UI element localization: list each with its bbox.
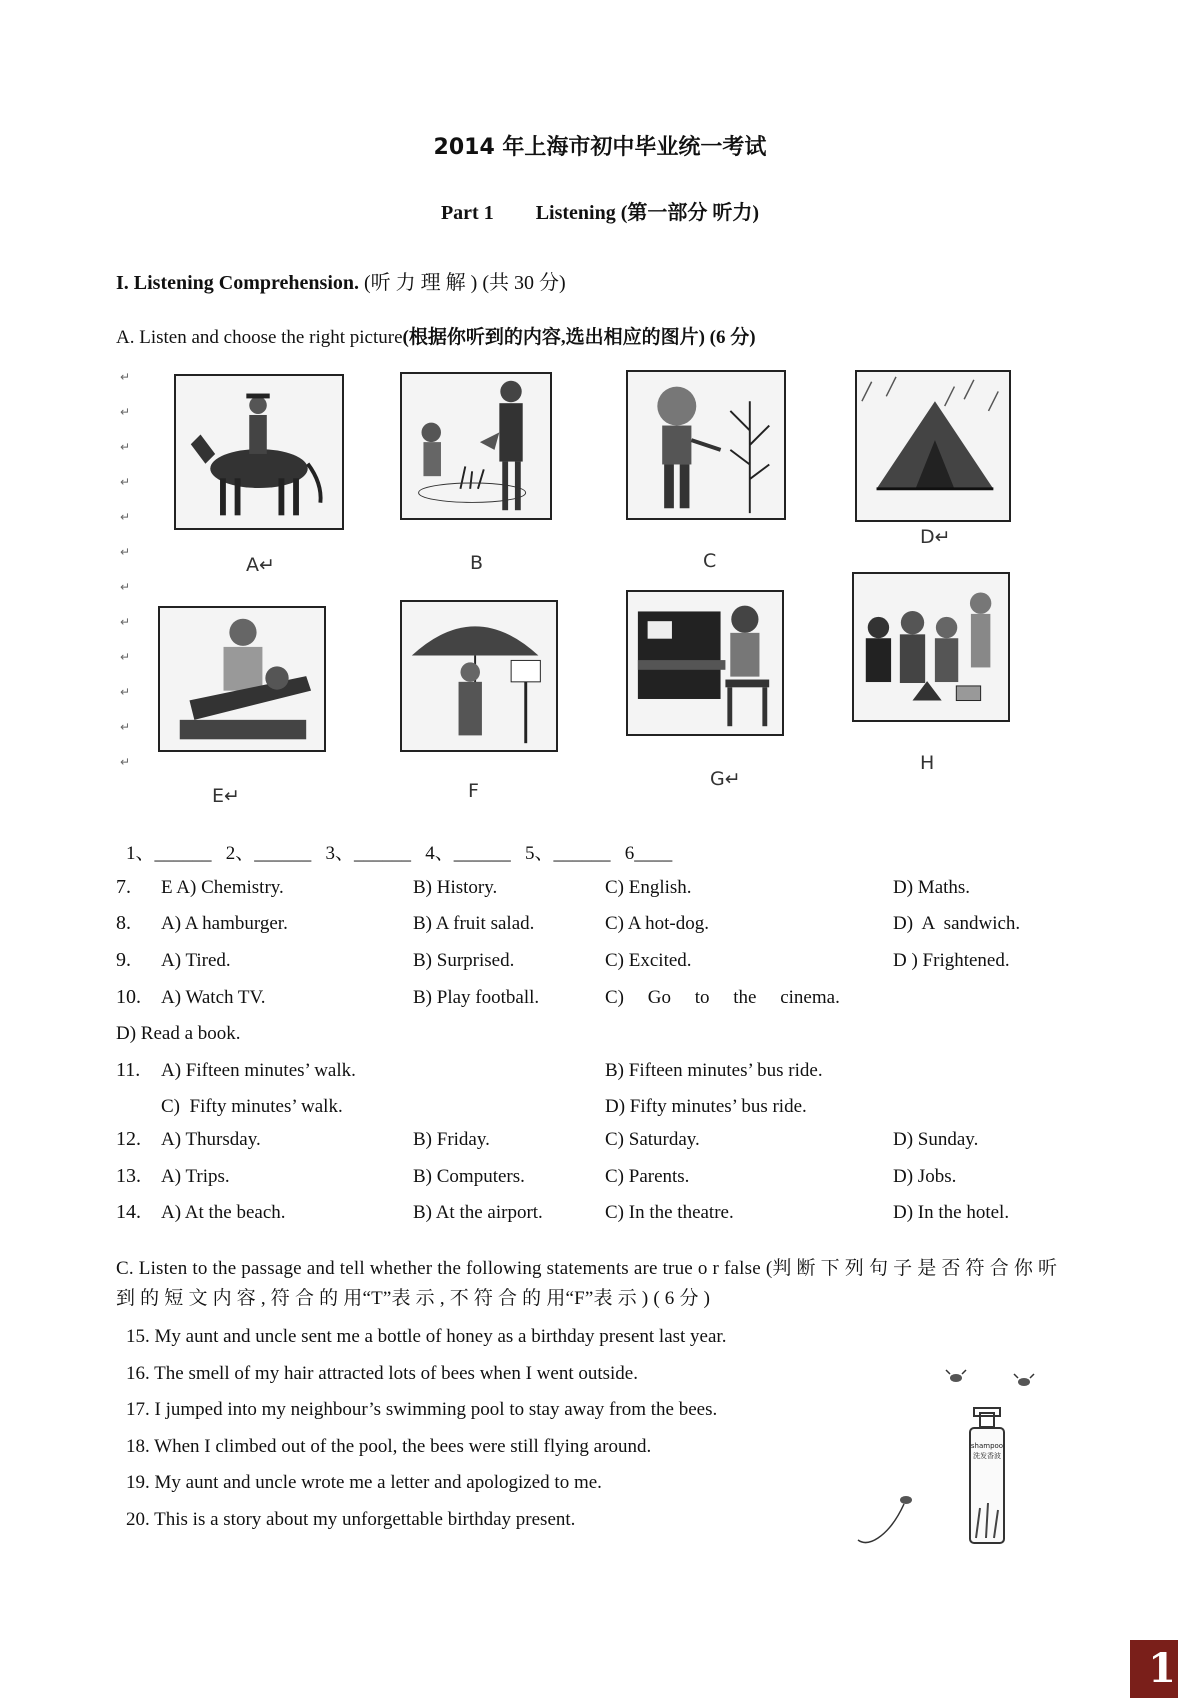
option-b: B) Computers. (413, 1166, 525, 1187)
return-mark: ↵ (120, 405, 131, 419)
option-d: D) Fifty minutes’ bus ride. (605, 1096, 807, 1117)
section-1-title: I. Listening Comprehension. (116, 272, 360, 294)
part-heading (0, 196, 1200, 225)
picture-label-c: C (703, 550, 717, 572)
return-mark: ↵ (120, 720, 131, 734)
picture-label-e: E↵ (212, 785, 240, 807)
option-d: D) A sandwich. (893, 913, 1021, 934)
umbrella-bus-stop-icon (400, 600, 558, 752)
option-d: D) Jobs. (893, 1166, 957, 1187)
statement: 19. My aunt and uncle wrote me a letter and apologized to me. (126, 1472, 602, 1493)
option-a: A) Thursday. (161, 1129, 261, 1150)
option-a: E A) Chemistry. (161, 877, 284, 898)
return-mark: ↵ (120, 615, 131, 629)
option-a: A) At the beach. (161, 1202, 286, 1223)
question-number: 11. (116, 1059, 141, 1081)
question-number: 12. (116, 1128, 141, 1150)
option-b: B) History. (413, 877, 498, 898)
return-mark: ↵ (120, 755, 131, 769)
section-a-text-cn: (根据你听到的内容,选出相应的图片) (6 分) (402, 327, 756, 348)
question-number: 14. (116, 1201, 141, 1223)
option-d: D) Maths. (893, 877, 971, 898)
option-a: A) Tired. (161, 950, 231, 971)
picture-label-a: A↵ (246, 554, 275, 576)
campfire-group-icon (852, 572, 1010, 722)
statement: 15. My aunt and uncle sent me a bottle of honey as a birthday present last year. (126, 1326, 727, 1347)
return-mark: ↵ (120, 510, 131, 524)
shampoo-label-cn: 洗发香波 (973, 1452, 1001, 1460)
option-c: C) A hot-dog. (605, 913, 709, 934)
horse-rider-icon (174, 374, 344, 530)
return-mark: ↵ (120, 580, 131, 594)
answer-blanks: 1、______ 2、______ 3、______ 4、______ 5、______ 6____ (126, 843, 673, 864)
option-c: C) English. (605, 877, 692, 898)
return-mark: ↵ (120, 650, 131, 664)
option-d: D) Sunday. (893, 1129, 979, 1150)
return-mark: ↵ (120, 475, 131, 489)
option-d: D) In the hotel. (893, 1202, 1010, 1223)
return-mark: ↵ (120, 545, 131, 559)
option-b: B) Friday. (413, 1129, 490, 1150)
watering-plant-icon (400, 372, 552, 520)
question-number: 7. (116, 876, 131, 898)
option-c: C) Excited. (605, 950, 692, 971)
question-number: 9. (116, 949, 131, 971)
section-a-text: A. Listen and choose the right picture (116, 327, 403, 348)
picture-label-d: D↵ (920, 526, 951, 548)
picture-label-b: B (470, 552, 484, 574)
shampoo-bees-icon (848, 1368, 1068, 1553)
statement: 20. This is a story about my unforgettable birthday present. (126, 1509, 576, 1530)
option-c: C) Fifty minutes’ walk. (161, 1096, 343, 1117)
option-c: C) Saturday. (605, 1129, 700, 1150)
part-label: Part 1 (440, 202, 494, 224)
return-mark: ↵ (120, 440, 131, 454)
option-d: D ) Frightened. (893, 950, 1010, 971)
boy-tree-icon (626, 370, 786, 520)
statement: 16. The smell of my hair attracted lots of bees when I went outside. (126, 1363, 638, 1384)
page-number-badge: 1 (1130, 1640, 1178, 1698)
option-b: B) A fruit salad. (413, 913, 535, 934)
return-mark: ↵ (120, 685, 131, 699)
picture-label-g: G↵ (710, 768, 741, 790)
section-1-title-cn: (听 力 理 解 ) (共 30 分) (359, 272, 566, 294)
option-b: B) Surprised. (413, 950, 515, 971)
option-a: A) Fifteen minutes’ walk. (161, 1060, 356, 1081)
dentist-icon (158, 606, 326, 752)
question-number: 13. (116, 1165, 141, 1187)
picture-label-h: H (920, 752, 935, 774)
option-b: B) At the airport. (413, 1202, 543, 1223)
part-title: Listening (第一部分 听力) (535, 202, 760, 224)
statement: 18. When I climbed out of the pool, the bees were still flying around. (126, 1436, 652, 1457)
question-number: 8. (116, 912, 131, 934)
option-a: A) A hamburger. (161, 913, 288, 934)
option-c: C) In the theatre. (605, 1202, 734, 1223)
option-c: C) Parents. (605, 1166, 690, 1187)
question-number: 10. (116, 986, 141, 1008)
shampoo-label: shampoo (970, 1442, 1004, 1450)
picture-label-f: F (468, 780, 479, 802)
statement: 17. I jumped into my neighbour’s swimming pool to stay away from the bees. (126, 1399, 718, 1420)
option-d: D) Read a book. (116, 1023, 241, 1044)
section-1-heading (116, 266, 566, 295)
section-c-instruction: C. Listen to the passage and tell whether the following statements are true o r false (判 断 下 列 句 子 是 否 符 合 你 听 到 的 短 文 内 容 , 符 合 的 用“T”表 示 , 不 符 合 的 用“F”表 示 ) ( 6 分 ) (116, 1258, 1058, 1309)
return-mark: ↵ (120, 370, 131, 384)
option-a: A) Watch TV. (161, 987, 266, 1008)
tent-rain-icon (855, 370, 1011, 522)
piano-icon (626, 590, 784, 736)
option-b: B) Fifteen minutes’ bus ride. (605, 1060, 823, 1081)
option-c: C) Go to the cinema. (605, 987, 840, 1008)
option-a: A) Trips. (161, 1166, 230, 1187)
page-title: 2014 年上海市初中毕业统一考试 (433, 135, 767, 160)
option-b: B) Play football. (413, 987, 540, 1008)
section-a-instruction (116, 322, 756, 349)
